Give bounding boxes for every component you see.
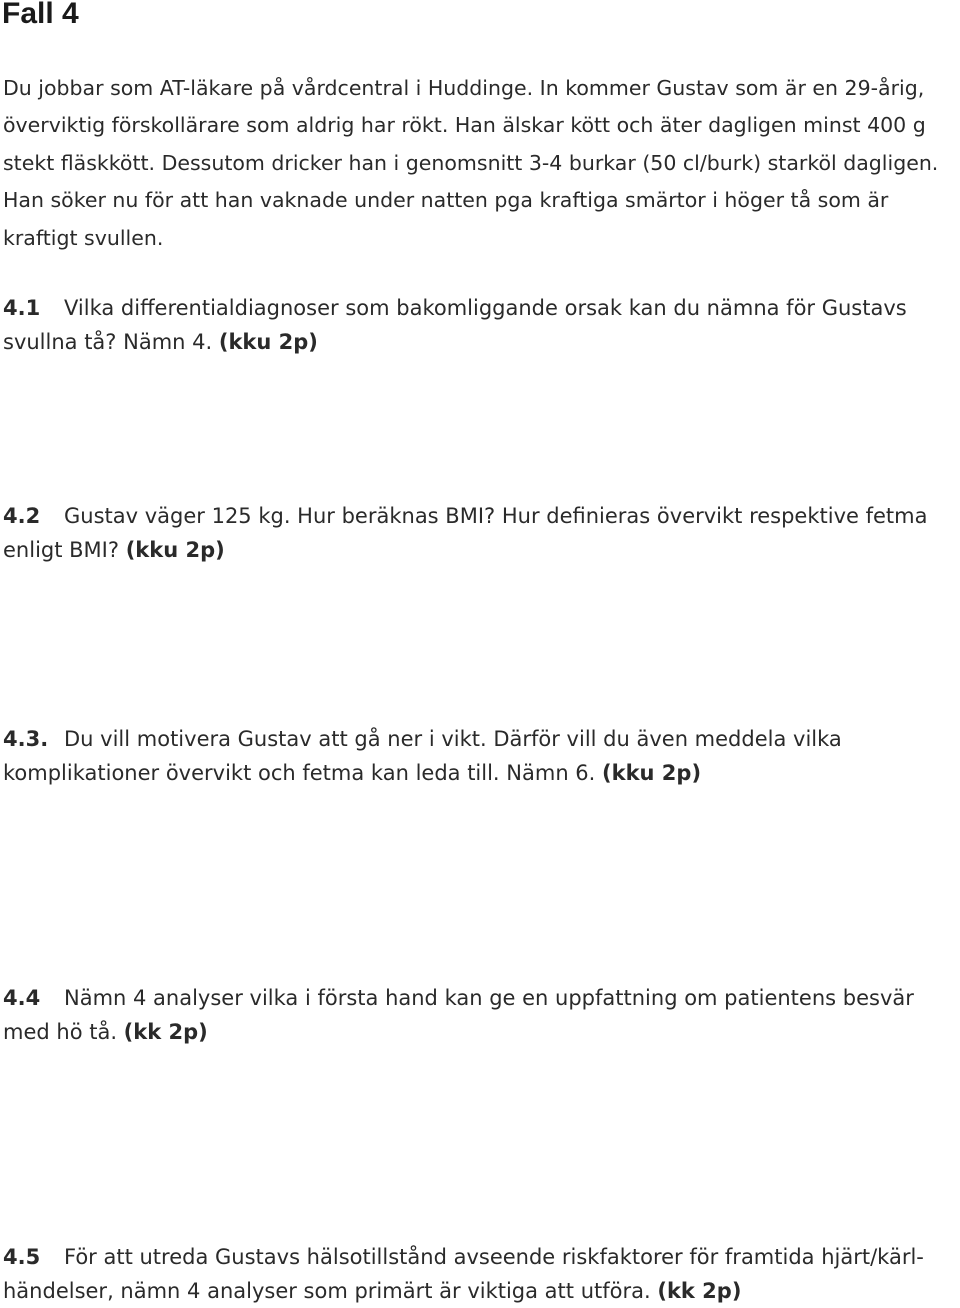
- question-text: För att utreda Gustavs hälsotillstånd avseende riskfaktorer för framtida hjärt/kärl-händelser, nämn 4 analyser som primärt är viktiga att utföra.: [3, 1245, 924, 1303]
- question-points: (kku 2p): [218, 330, 318, 354]
- question-text: Nämn 4 analyser vilka i första hand kan ge en uppfattning om patientens besvär med hö tå.: [3, 986, 914, 1044]
- document-title: Fall 4: [2, 0, 79, 30]
- question-number: 4.1: [3, 296, 41, 320]
- question-4-1: [3, 291, 958, 359]
- question-points: (kku 2p): [602, 761, 702, 785]
- question-points: (kku 2p): [125, 538, 225, 562]
- question-number: 4.4: [3, 986, 41, 1010]
- question-4-4: [3, 981, 958, 1049]
- question-4-2: [3, 499, 958, 567]
- question-points: (kk 2p): [657, 1279, 742, 1303]
- question-number: 4.5: [3, 1245, 41, 1269]
- question-points: (kk 2p): [123, 1020, 208, 1044]
- question-text: Gustav väger 125 kg. Hur beräknas BMI? Hur definieras övervikt respektive fetma enligt BMI?: [3, 504, 928, 562]
- question-number: 4.3.: [3, 727, 49, 751]
- question-number: 4.2: [3, 504, 41, 528]
- question-text: Du vill motivera Gustav att gå ner i vikt. Därför vill du även meddela vilka komplikationer övervikt och fetma kan leda till. Nämn 6.: [3, 727, 842, 785]
- question-4-5: [3, 1240, 958, 1308]
- question-text: Vilka differentialdiagnoser som bakomliggande orsak kan du nämna för Gustavs svullna tå? Nämn 4.: [3, 296, 907, 354]
- question-4-3: [3, 722, 958, 790]
- case-description: Du jobbar som AT-läkare på vårdcentral i Huddinge. In kommer Gustav som är en 29-årig, överviktig förskollärare som aldrig har rökt. Han älskar kött och äter dagligen minst 400 g stekt fläskkött. Dessutom dricker han i genomsnitt 3-4 burkar (50 cl/burk) starköl dagligen. Han söker nu för att han vaknade under natten pga kraftiga smärtor i höger tå som är kraftigt svullen.: [3, 76, 939, 250]
